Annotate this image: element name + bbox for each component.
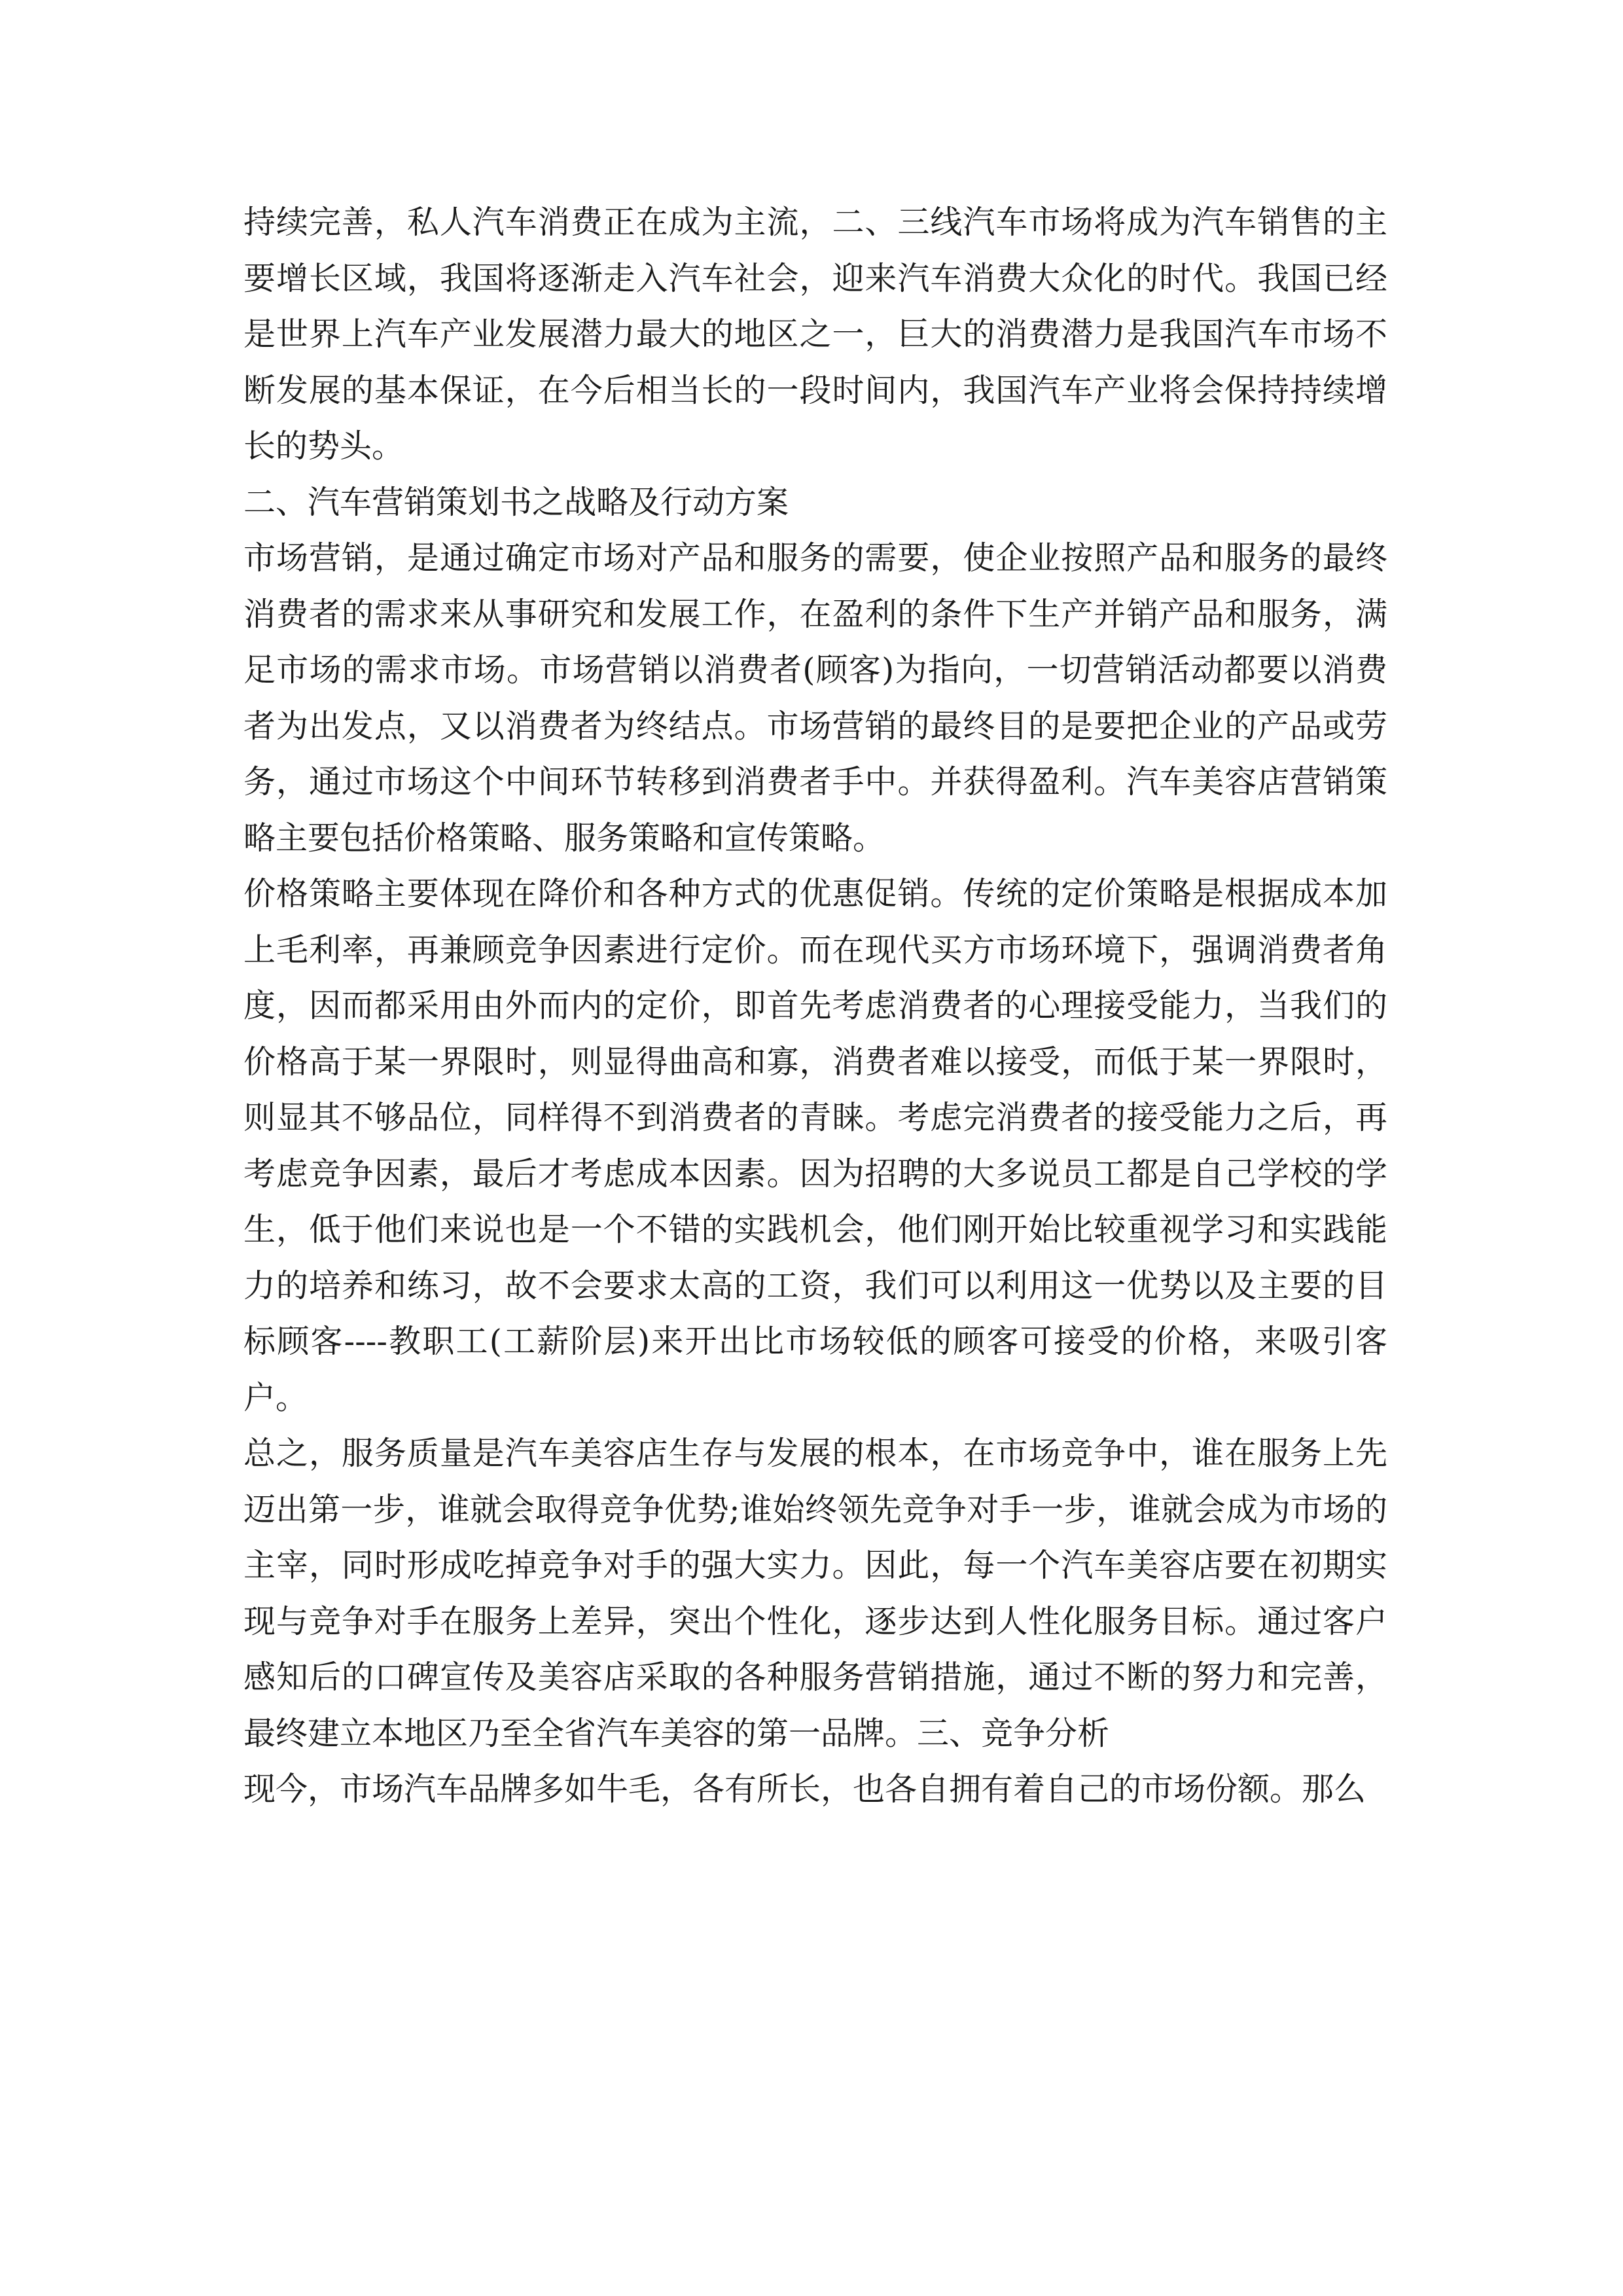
paragraph-market-outlook: 持续完善，私人汽车消费正在成为主流，二、三线汽车市场将成为汽车销售的主要增长区域，我国将逐渐走入汽车社会，迎来汽车消费大众化的时代。我国已经是世界上汽车产业发展潜力最大的地区之一，巨大的消费潜力是我国汽车市场不断发展的基本保证，在今后相当长的一段时间内，我国汽车产业将会保持持续增长的势头。: [243, 204, 1387, 465]
document-body: [243, 194, 1387, 1818]
paragraph-competition: 现今，市场汽车品牌多如牛毛，各有所长，也各自拥有着自己的市场份额。那么: [243, 1770, 1366, 1808]
section-heading-strategy: 二、汽车营销策划书之战略及行动方案: [243, 483, 789, 521]
paragraph-pricing-strategy: 价格策略主要体现在降价和各种方式的优惠促销。传统的定价策略是根据成本加上毛利率，再兼顾竞争因素进行定价。而在现代买方市场环境下，强调消费者角度，因而都采用由外而内的定价，即首先考虑消费者的心理接受能力，当我们的价格高于某一界限时，则显得曲高和寡，消费者难以接受，而低于某一界限时，则显其不够品位，同样得不到消费者的青睐。考虑完消费者的接受能力之后，再考虑竞争因素，最后才考虑成本因素。因为招聘的大多说员工都是自己学校的学生，低于他们来说也是一个不错的实践机会，他们刚开始比较重视学习和实践能力的培养和练习，故不会要求太高的工资，我们可以利用这一优势以及主要的目标顾客----教职工(工薪阶层)来开出比市场较低的顾客可接受的价格，来吸引客户。: [243, 875, 1387, 1416]
paragraph-marketing-definition: 市场营销，是通过确定市场对产品和服务的需要，使企业按照产品和服务的最终消费者的需求来从事研究和发展工作，在盈利的条件下生产并销产品和服务，满足市场的需求市场。市场营销以消费者(顾客)为指向，一切营销活动都要以消费者为出发点，又以消费者为终结点。市场营销的最终目的是要把企业的产品或劳务，通过市场这个中间环节转移到消费者手中。并获得盈利。汽车美容店营销策略主要包括价格策略、服务策略和宣传策略。: [243, 539, 1387, 857]
paragraph-service-quality: 总之，服务质量是汽车美容店生存与发展的根本，在市场竞争中，谁在服务上先迈出第一步，谁就会取得竞争优势;谁始终领先竞争对手一步，谁就会成为市场的主宰，同时形成吃掉竞争对手的强大实力。因此，每一个汽车美容店要在初期实现与竞争对手在服务上差异，突出个性化，逐步达到人性化服务目标。通过客户感知后的口碑宣传及美容店采取的各种服务营销措施，通过不断的努力和完善，最终建立本地区乃至全省汽车美容的第一品牌。三、竞争分析: [243, 1435, 1387, 1752]
